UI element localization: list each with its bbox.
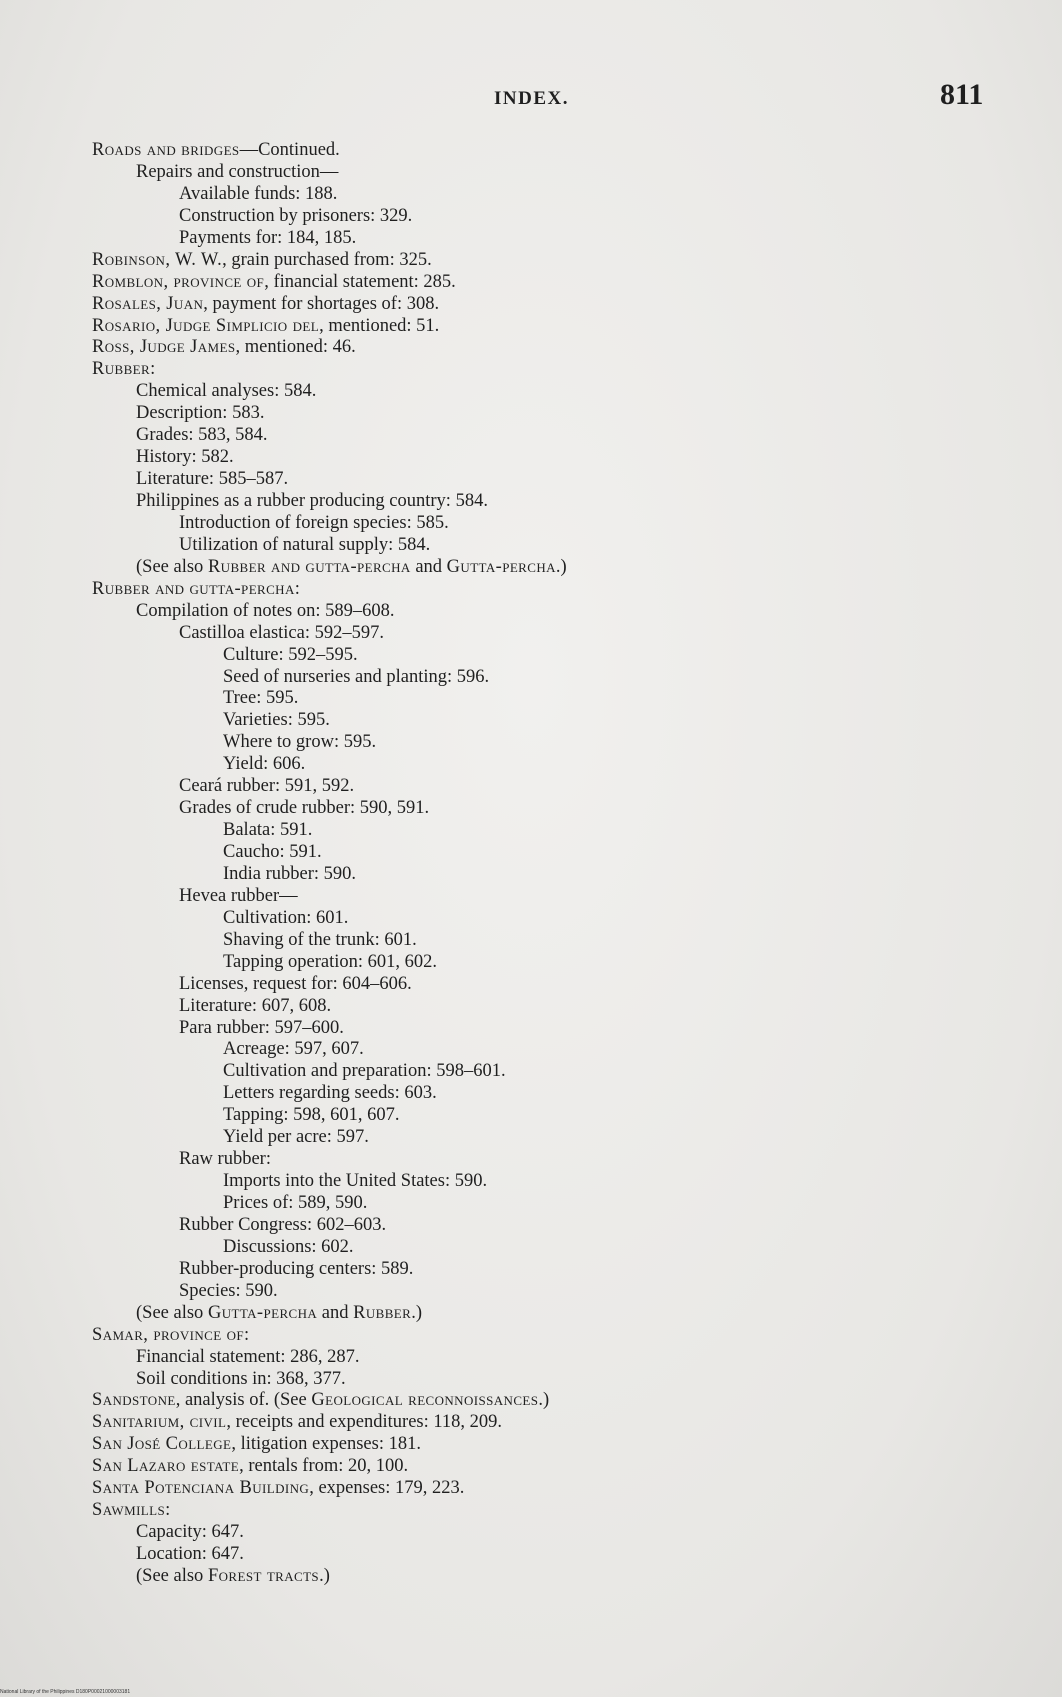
entry-text: Construction by prisoners: 329. (179, 205, 413, 226)
entry-text: Soil conditions in: 368, 377. (136, 1368, 346, 1389)
entry-text: Introduction of foreign species: 585. (179, 512, 449, 533)
entry-text: : (150, 359, 156, 380)
entry-prefix: (See also (136, 556, 208, 577)
index-entry (92, 557, 992, 579)
entry-connector: and (410, 556, 447, 577)
index-entry (92, 820, 992, 842)
index-entry (92, 952, 992, 974)
index-entry (92, 1105, 992, 1127)
index-entry (92, 996, 992, 1018)
index-entry (92, 316, 992, 338)
index-entry (92, 1018, 992, 1040)
index-entry (92, 732, 992, 754)
entry-text: : (244, 1324, 250, 1345)
index-entry (92, 513, 992, 535)
entry-heading: San Lazaro estate (92, 1456, 240, 1477)
index-entry (92, 184, 992, 206)
index-entry (92, 469, 992, 491)
entry-text: Prices of: 589, 590. (223, 1193, 368, 1213)
entry-text: Raw rubber: (179, 1149, 271, 1170)
entry-heading: Rosales, Juan (92, 293, 204, 314)
entry-heading: Samar, province of (92, 1324, 244, 1345)
entry-text: Financial statement: 286, 287. (136, 1346, 360, 1367)
index-entry (92, 842, 992, 864)
index-entry (92, 140, 992, 162)
entry-text: Seed of nurseries and planting: 596. (223, 666, 490, 687)
index-entry (92, 579, 992, 601)
entry-text: Rubber Congress: 602–603. (179, 1214, 387, 1235)
entry-text: History: 582. (136, 447, 234, 468)
entry-crossref: Geological reconnoissances (311, 1390, 539, 1411)
entry-prefix: (See also (136, 1302, 208, 1323)
index-entry (92, 1039, 992, 1061)
entry-text: Ceará rubber: 591, 592. (179, 776, 355, 797)
entry-text: Available funds: 188. (179, 183, 338, 204)
index-entry (92, 688, 992, 710)
entry-text: Para rubber: 597–600. (179, 1017, 344, 1038)
index-entry (92, 645, 992, 667)
entry-text: Balata: 591. (223, 820, 313, 841)
entry-text: , receipts and expenditures: 118, 209. (226, 1412, 503, 1433)
index-entry (92, 1237, 992, 1259)
entry-text: Culture: 592–595. (223, 644, 358, 665)
entry-text: Tapping: 598, 601, 607. (223, 1105, 400, 1126)
index-entry (92, 754, 992, 776)
entry-text: Discussions: 602. (223, 1236, 354, 1257)
entry-text: Hevea rubber— (179, 885, 298, 906)
entry-text: Yield: 606. (223, 754, 306, 775)
index-entry (92, 776, 992, 798)
entry-suffix: .) (555, 556, 567, 577)
index-entry (92, 908, 992, 930)
entry-text: , rentals from: 20, 100. (239, 1456, 409, 1477)
entry-heading: Sawmills (92, 1500, 166, 1521)
index-entry (92, 337, 992, 359)
index-entry (92, 1303, 992, 1325)
entry-text: , mentioned: 51. (319, 315, 440, 336)
entry-text: Philippines as a rubber producing country: 584. (136, 491, 488, 511)
index-entry (92, 623, 992, 645)
entry-text: : (294, 578, 300, 599)
index-entry (92, 667, 992, 689)
index-entry (92, 1522, 992, 1544)
entry-text: Literature: 607, 608. (179, 995, 332, 1016)
entry-text: Letters regarding seeds: 603. (223, 1083, 437, 1104)
index-entry (92, 930, 992, 952)
index-entry (92, 1061, 992, 1083)
entry-heading: Sandstone (92, 1390, 176, 1411)
entry-text: Shaving of the trunk: 601. (223, 929, 417, 950)
entry-text: India rubber: 590. (223, 863, 357, 884)
index-entry (92, 250, 992, 272)
entry-heading: Rosario, Judge Simplicio del (92, 315, 320, 336)
entry-text: Literature: 585–587. (136, 469, 289, 490)
index-entry (92, 228, 992, 250)
entry-crossref: Rubber (353, 1302, 412, 1323)
entry-crossref: Gutta-percha (446, 556, 556, 577)
index-entry (92, 1500, 992, 1522)
entry-prefix: (See also (136, 1565, 208, 1586)
entry-text: Utilization of natural supply: 584. (179, 534, 431, 555)
index-entry (92, 974, 992, 996)
index-entry (92, 1127, 992, 1149)
entry-text: Species: 590. (179, 1280, 278, 1301)
entry-text: : (165, 1500, 171, 1521)
index-entry (92, 1149, 992, 1171)
entry-text: Licenses, request for: 604–606. (179, 973, 412, 994)
index-entry (92, 425, 992, 447)
entry-text: Cultivation and preparation: 598–601. (223, 1061, 506, 1082)
entry-text: Castilloa elastica: 592–597. (179, 622, 384, 643)
entry-heading: Santa Potenciana Building (92, 1478, 310, 1499)
entry-text: Yield per acre: 597. (223, 1127, 369, 1148)
index-entry (92, 1171, 992, 1193)
index-entry (92, 162, 992, 184)
index-entry (92, 1281, 992, 1303)
index-entry (92, 272, 992, 294)
entry-text: Rubber-producing centers: 589. (179, 1258, 414, 1279)
entry-text: Description: 583. (136, 403, 265, 424)
entry-heading: Rubber (92, 359, 151, 380)
index-entry (92, 1390, 992, 1412)
index-entry (92, 403, 992, 425)
entry-text: Compilation of notes on: 589–608. (136, 600, 395, 621)
entry-text: Payments for: 184, 185. (179, 227, 357, 248)
index-entry (92, 1412, 992, 1434)
index-entry (92, 1325, 992, 1347)
entry-suffix: .) (538, 1390, 550, 1411)
entry-heading: Roads and bridges (92, 140, 240, 160)
entry-text: , financial statement: 285. (264, 271, 456, 292)
entry-text: Where to grow: 595. (223, 732, 377, 753)
entry-heading: San José College (92, 1434, 232, 1455)
page-number: 811 (940, 78, 984, 111)
index-entry (92, 1215, 992, 1237)
index-entry (92, 1193, 992, 1215)
entry-text: , litigation expenses: 181. (231, 1434, 421, 1455)
entry-text: Chemical analyses: 584. (136, 381, 317, 402)
entry-heading: Sanitarium, civil (92, 1412, 227, 1433)
index-entry (92, 491, 992, 513)
index-entry (92, 1083, 992, 1105)
entry-heading: Rubber and gutta-percha (92, 578, 295, 599)
index-entry (92, 1369, 992, 1391)
entry-text: Imports into the United States: 590. (223, 1171, 488, 1192)
index-entry (92, 359, 992, 381)
entry-text: Varieties: 595. (223, 710, 330, 731)
index-entry (92, 710, 992, 732)
index-entry (92, 864, 992, 886)
index-entry (92, 1434, 992, 1456)
entry-text: Caucho: 591. (223, 842, 322, 862)
entry-text: , payment for shortages of: 308. (203, 293, 440, 314)
index-entry (92, 1478, 992, 1500)
entry-heading: Forest tracts (207, 1565, 320, 1586)
entry-text: Location: 647. (136, 1544, 244, 1564)
entry-text: Repairs and construction— (136, 161, 339, 182)
entry-text: , analysis of. (See (175, 1390, 312, 1411)
entry-suffix: .) (319, 1565, 330, 1586)
index-entries (92, 140, 992, 1588)
entry-text: Tree: 595. (223, 688, 299, 709)
index-entry (92, 601, 992, 623)
entry-text: Acreage: 597, 607. (223, 1039, 364, 1060)
index-entry (92, 206, 992, 228)
entry-connector: and (317, 1302, 354, 1323)
index-entry (92, 381, 992, 403)
digitization-credit: National Library of the Philippines D180P00021000003181 (0, 1689, 131, 1695)
index-entry (92, 1544, 992, 1566)
index-entry (92, 886, 992, 908)
entry-suffix: .) (411, 1302, 423, 1323)
running-head: INDEX. (494, 88, 569, 109)
entry-heading: Rubber and gutta-percha (207, 556, 411, 577)
entry-heading: Gutta-percha (207, 1302, 318, 1323)
entry-text: Grades of crude rubber: 590, 591. (179, 798, 430, 819)
entry-heading: Ross, Judge James (92, 337, 236, 358)
index-entry (92, 1566, 992, 1588)
entry-text: Tapping operation: 601, 602. (223, 951, 437, 972)
entry-heading: Robinson, W. W. (92, 249, 223, 270)
entry-text: —Continued. (239, 140, 340, 160)
entry-text: , mentioned: 46. (235, 337, 356, 358)
index-entry (92, 1456, 992, 1478)
entry-text: Grades: 583, 584. (136, 425, 268, 446)
index-entry (92, 294, 992, 316)
index-entry (92, 798, 992, 820)
entry-text: , expenses: 179, 223. (309, 1478, 465, 1499)
index-entry (92, 447, 992, 469)
entry-heading: Romblon, province of (92, 271, 265, 292)
index-entry (92, 535, 992, 557)
entry-text: Cultivation: 601. (223, 907, 349, 928)
index-entry (92, 1259, 992, 1281)
entry-text: , grain purchased from: 325. (222, 249, 432, 270)
entry-text: Capacity: 647. (136, 1522, 244, 1543)
index-entry (92, 1347, 992, 1369)
